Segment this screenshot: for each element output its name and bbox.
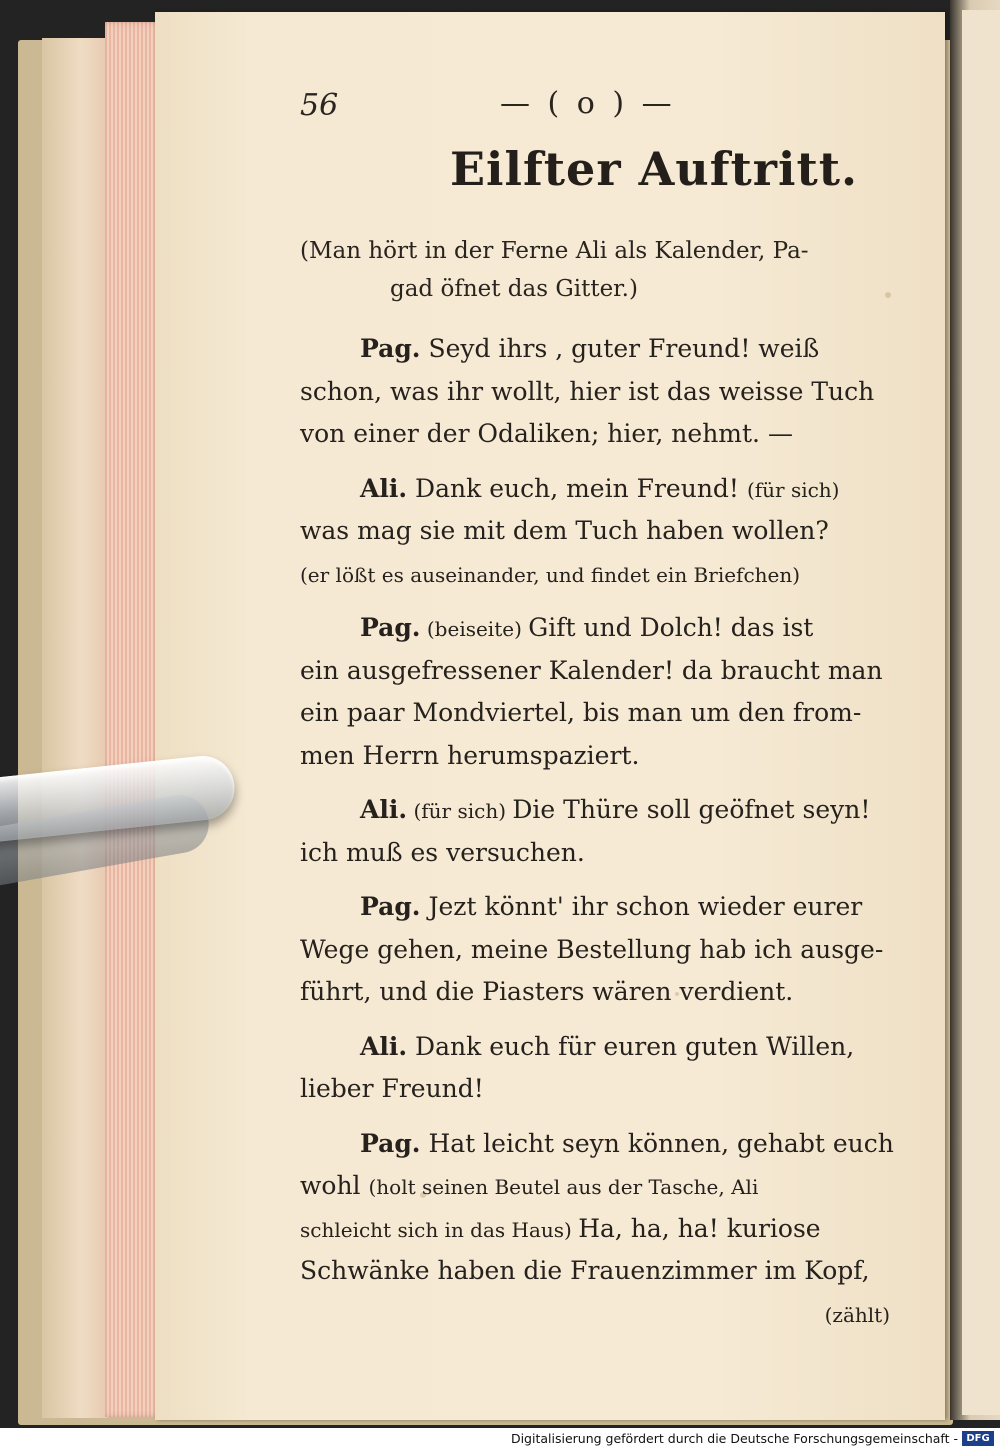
- dialogue-text: Schwänke haben die Frauenzimmer im Kopf,: [300, 1256, 870, 1285]
- text-line: [300, 971, 900, 1014]
- dialogue-text: Die Thüre soll geöfnet seyn!: [512, 795, 871, 824]
- stage-line: gad öfnet das Gitter.): [390, 276, 638, 302]
- dialogue-text: was mag sie mit dem Tuch haben wollen?: [300, 516, 829, 545]
- line-gap: [300, 456, 900, 468]
- text-line: [300, 650, 900, 693]
- dialogue-text: Seyd ihrs , guter Freund! weiß: [420, 334, 820, 363]
- text-line: [300, 692, 900, 735]
- stage-note: schleicht sich in das Haus): [300, 1217, 579, 1242]
- dialogue-text: men Herrn herumspaziert.: [300, 740, 640, 770]
- speaker-name: Pag.: [360, 892, 421, 921]
- text-line: [300, 929, 900, 972]
- speaker-name: Pag.: [360, 334, 421, 363]
- stage-line: (Man hört in der Ferne Ali als Kalender, Pa-: [300, 238, 809, 264]
- dialogue-text: Ha, ha, ha! kuriose: [578, 1213, 821, 1243]
- dialogue-text: von einer der Odaliken; hier, nehmt. —: [300, 419, 793, 448]
- footer-bar: [0, 1428, 1000, 1450]
- stage-note: (für sich): [407, 799, 513, 823]
- next-page-strip: [962, 10, 1000, 1415]
- speaker-name: Ali.: [360, 795, 408, 824]
- text-line: [300, 1123, 900, 1166]
- line-gap: [300, 874, 900, 886]
- text-line: [300, 1068, 900, 1111]
- text-line: [300, 553, 900, 596]
- speaker-name: Pag.: [360, 1128, 421, 1158]
- stage-direction: [300, 232, 890, 308]
- text-line: [300, 1026, 900, 1069]
- text-line: [300, 1250, 900, 1293]
- dialogue-text: Wege gehen, meine Bestellung hab ich ausge-: [300, 934, 884, 964]
- text-line: [300, 371, 900, 414]
- stage-note: (holt seinen Beutel aus der Tasche, Ali: [368, 1175, 759, 1199]
- running-head: — ( o ) —: [500, 86, 676, 121]
- stage-note: (er lößt es auseinander, und findet ein Briefchen): [300, 562, 801, 587]
- line-gap: [300, 1014, 900, 1026]
- dialogue-text: Dank euch, mein Freund!: [407, 473, 747, 503]
- text-line: [300, 1208, 900, 1251]
- text-line: [300, 413, 900, 456]
- speaker-name: Ali.: [360, 473, 408, 503]
- line-gap: [300, 777, 900, 789]
- speaker-name: Ali.: [360, 1031, 408, 1061]
- stage-note: (zählt): [824, 1302, 890, 1327]
- text-line: [300, 468, 900, 511]
- dialogue-text: lieber Freund!: [300, 1074, 484, 1103]
- line-gap: [300, 1111, 900, 1123]
- dfg-logo: DFG: [962, 1431, 994, 1446]
- text-line: [300, 832, 900, 875]
- text-line: [300, 735, 900, 778]
- funding-credit: Digitalisierung gefördert durch die Deutsche Forschungsgemeinschaft -: [510, 1431, 958, 1446]
- page-number: 56: [300, 88, 339, 123]
- dialogue-body: [300, 328, 900, 1335]
- dialogue-text: Hat leicht seyn können, gehabt euch: [420, 1128, 894, 1158]
- dialogue-text: Gift und Dolch! das ist: [528, 613, 814, 642]
- dialogue-text: wohl: [300, 1171, 369, 1200]
- stage-note: (für sich): [746, 477, 840, 502]
- dialogue-text: schon, was ihr wollt, hier ist das weisse Tuch: [300, 376, 875, 406]
- line-gap: [300, 595, 900, 607]
- text-line: [300, 1165, 900, 1208]
- text-line: [300, 328, 900, 371]
- text-line: [300, 1293, 900, 1336]
- text-line: [300, 607, 900, 650]
- dialogue-text: Jezt könnt' ihr schon wieder eurer: [420, 892, 863, 921]
- dialogue-text: führt, und die Piasters wären verdient.: [300, 977, 794, 1006]
- speaker-name: Pag.: [360, 613, 421, 642]
- dialogue-text: Dank euch für euren guten Willen,: [407, 1031, 855, 1061]
- scene-title: Eilfter Auftritt.: [450, 142, 858, 196]
- text-line: [300, 510, 900, 553]
- dialogue-text: ein ausgefressener Kalender! da braucht man: [300, 655, 883, 685]
- dialogue-text: ein paar Mondviertel, bis man um den from-: [300, 698, 862, 727]
- text-line: [300, 789, 900, 832]
- page-edge-shade: [42, 38, 108, 1418]
- dialogue-text: ich muß es versuchen.: [300, 837, 585, 867]
- stage-note: (beiseite): [420, 617, 529, 641]
- text-line: [300, 886, 900, 929]
